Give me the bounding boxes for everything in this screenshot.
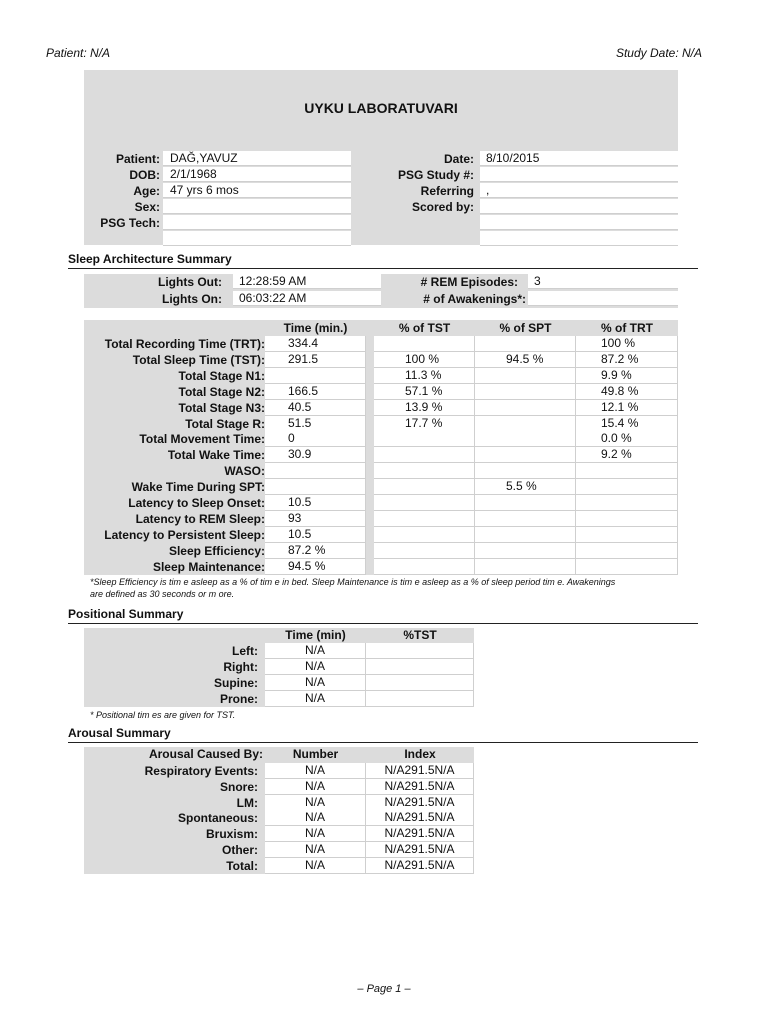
- arousal-row: [84, 779, 474, 795]
- architecture-cell: 93: [265, 511, 366, 527]
- positional-cell: N/A: [265, 691, 366, 707]
- arousal-row: [84, 858, 474, 874]
- study-field-value: ,: [480, 183, 678, 198]
- architecture-row: [84, 479, 678, 495]
- architecture-cell: 0: [265, 431, 366, 447]
- architecture-row: [84, 495, 678, 511]
- architecture-cell: [374, 511, 475, 527]
- architecture-row-label: WASO:: [224, 464, 265, 479]
- section-arousal: Arousal Summary: [68, 726, 698, 743]
- rem-episodes-value: 3: [528, 274, 678, 289]
- architecture-cell: 166.5: [265, 384, 366, 400]
- patient-info-panel: [84, 70, 678, 245]
- lights-out-label: Lights Out:: [158, 275, 222, 289]
- arousal-row-label: Other:: [222, 843, 258, 857]
- architecture-row-label: Wake Time During SPT:: [131, 480, 265, 495]
- architecture-column-header: Time (min.): [283, 321, 348, 335]
- architecture-cell: [475, 368, 576, 384]
- architecture-cell: 51.5: [265, 416, 366, 432]
- architecture-cell: 40.5: [265, 400, 366, 416]
- arousal-row-label: Bruxism:: [205, 827, 258, 842]
- arousal-column-header: Index: [404, 747, 436, 761]
- patient-info-row: [84, 199, 678, 215]
- lights-panel: [84, 274, 678, 308]
- architecture-row: [84, 352, 678, 368]
- positional-cell: [366, 643, 474, 659]
- architecture-row-label: Total Stage N3:: [178, 400, 265, 415]
- arousal-cell: N/A: [265, 779, 366, 795]
- arousal-row-label: LM:: [236, 795, 258, 810]
- architecture-cell: [374, 479, 475, 495]
- architecture-cell: [475, 400, 576, 416]
- patient-field-value: [163, 199, 351, 214]
- architecture-row-label: Total Stage N2:: [178, 384, 265, 399]
- architecture-cell: [475, 559, 576, 575]
- architecture-cell: 49.8 %: [576, 384, 678, 400]
- positional-row: [84, 675, 474, 691]
- arousal-cell: N/A: [265, 763, 366, 779]
- architecture-cell: [475, 511, 576, 527]
- arousal-cell: N/A: [265, 795, 366, 811]
- architecture-row-label: Total Recording Time (TRT):: [104, 337, 265, 351]
- architecture-cell: [576, 527, 678, 543]
- architecture-cell: 0.0 %: [576, 431, 678, 447]
- architecture-cell: [265, 479, 366, 495]
- patient-field-label: DOB:: [129, 168, 160, 182]
- study-field-value: [480, 167, 678, 182]
- arousal-cell: N/A291.5N/A: [366, 795, 474, 811]
- positional-cell: [366, 691, 474, 707]
- positional-footnote: * Positional tim es are given for TST.: [90, 710, 236, 720]
- patient-field-label: Patient:: [115, 152, 160, 166]
- arousal-cell: N/A291.5N/A: [366, 779, 474, 795]
- study-field-label: PSG Study #:: [397, 168, 474, 182]
- patient-field-label: Sex:: [134, 200, 160, 214]
- architecture-cell: [475, 447, 576, 463]
- rem-episodes-label: # REM Episodes:: [420, 275, 518, 289]
- architecture-cell: [374, 463, 475, 479]
- lights-out-value: 12:28:59 AM: [233, 274, 381, 289]
- lab-title: UYKU LABORATUVARI: [304, 100, 458, 116]
- architecture-cell: 57.1 %: [374, 384, 475, 400]
- architecture-footnote-line2: are defined as 30 seconds or m ore.: [90, 589, 235, 599]
- architecture-cell: [576, 559, 678, 575]
- architecture-row: [84, 368, 678, 384]
- header-patient: Patient: N/A: [46, 46, 111, 60]
- architecture-column-header: % of TRT: [601, 321, 653, 335]
- arousal-cell: N/A291.5N/A: [366, 763, 474, 779]
- architecture-cell: [374, 336, 475, 352]
- arousal-row-label: Total:: [226, 858, 258, 873]
- architecture-cell: 12.1 %: [576, 400, 678, 416]
- architecture-cell: 100 %: [374, 352, 475, 368]
- architecture-row-label: Total Stage N1:: [178, 368, 265, 383]
- architecture-row: [84, 511, 678, 527]
- architecture-row-label: Sleep Efficiency:: [168, 543, 265, 558]
- architecture-cell: [475, 463, 576, 479]
- arousal-row: [84, 795, 474, 811]
- arousal-row: [84, 842, 474, 858]
- architecture-row-label: Total Stage R:: [185, 416, 265, 431]
- arousal-row: [84, 826, 474, 842]
- positional-row-label: Right:: [223, 660, 258, 674]
- architecture-cell: 94.5 %: [475, 352, 576, 368]
- section-sleep-architecture: Sleep Architecture Summary: [68, 252, 698, 269]
- architecture-cell: 94.5 %: [265, 559, 366, 575]
- sleep-architecture-table: [84, 320, 678, 575]
- architecture-row: [84, 416, 678, 432]
- architecture-row: [84, 463, 678, 479]
- architecture-row: [84, 527, 678, 543]
- architecture-row: [84, 447, 678, 463]
- architecture-cell: 11.3 %: [374, 368, 475, 384]
- arousal-cell: N/A291.5N/A: [366, 842, 474, 858]
- positional-cell: N/A: [265, 675, 366, 691]
- positional-column-header: Time (min): [285, 628, 346, 642]
- arousal-row: [84, 763, 474, 779]
- page-number: – Page 1 –: [357, 983, 411, 995]
- patient-field-value: [163, 231, 351, 246]
- architecture-cell: 100 %: [576, 336, 678, 352]
- patient-field-value: DAĞ,YAVUZ: [163, 151, 351, 166]
- arousal-row-label: Respiratory Events:: [144, 764, 258, 778]
- positional-row: [84, 643, 474, 659]
- architecture-cell: [475, 495, 576, 511]
- architecture-cell: 9.2 %: [576, 447, 678, 463]
- study-field-value: [480, 215, 678, 230]
- arousal-cell: N/A291.5N/A: [366, 826, 474, 842]
- architecture-cell: [576, 495, 678, 511]
- architecture-row: [84, 543, 678, 559]
- architecture-cell: [374, 559, 475, 575]
- architecture-cell: [265, 463, 366, 479]
- positional-cell: N/A: [265, 643, 366, 659]
- architecture-row-label: Total Movement Time:: [139, 432, 265, 447]
- architecture-cell: [576, 479, 678, 495]
- architecture-row-label: Sleep Maintenance:: [152, 559, 265, 574]
- architecture-cell: [374, 495, 475, 511]
- patient-field-value: 47 yrs 6 mos: [163, 183, 351, 198]
- architecture-cell: [475, 527, 576, 543]
- architecture-cell: [374, 431, 475, 447]
- architecture-row: [84, 431, 678, 447]
- architecture-cell: 334.4: [265, 336, 366, 352]
- architecture-cell: 30.9: [265, 447, 366, 463]
- arousal-cell: N/A291.5N/A: [366, 858, 474, 874]
- architecture-cell: [576, 543, 678, 559]
- header-study-date: Study Date: N/A: [615, 46, 702, 60]
- architecture-row-label: Latency to Persistent Sleep:: [104, 527, 265, 542]
- patient-info-row: [84, 183, 678, 199]
- patient-info-row: [84, 231, 678, 247]
- patient-field-value: 2/1/1968: [163, 167, 351, 182]
- study-field-label: Scored by:: [411, 200, 474, 214]
- architecture-row-label: Latency to REM Sleep:: [135, 511, 265, 526]
- positional-row: [84, 659, 474, 675]
- awakenings-label: # of Awakenings*:: [423, 292, 526, 306]
- architecture-cell: [576, 511, 678, 527]
- architecture-cell: [475, 416, 576, 432]
- architecture-row: [84, 336, 678, 352]
- architecture-column-header: % of SPT: [499, 321, 552, 335]
- study-field-value: 8/10/2015: [480, 151, 678, 166]
- architecture-cell: [475, 543, 576, 559]
- lights-on-value: 06:03:22 AM: [233, 291, 381, 306]
- architecture-cell: [475, 336, 576, 352]
- positional-column-header: %TST: [403, 628, 437, 642]
- architecture-cell: 13.9 %: [374, 400, 475, 416]
- architecture-row-label: Latency to Sleep Onset:: [128, 496, 265, 510]
- architecture-row-label: Total Wake Time:: [167, 448, 265, 463]
- architecture-cell: [475, 384, 576, 400]
- architecture-cell: 9.9 %: [576, 368, 678, 384]
- study-field-label: Referring: [420, 184, 474, 198]
- architecture-cell: [374, 543, 475, 559]
- architecture-cell: 10.5: [265, 527, 366, 543]
- architecture-cell: [265, 368, 366, 384]
- arousal-cell: N/A291.5N/A: [366, 810, 474, 826]
- positional-row: [84, 691, 474, 707]
- positional-cell: [366, 675, 474, 691]
- architecture-row: [84, 400, 678, 416]
- arousal-row: [84, 810, 474, 826]
- architecture-row: [84, 559, 678, 575]
- architecture-cell: [374, 527, 475, 543]
- positional-cell: N/A: [265, 659, 366, 675]
- architecture-column-header: % of TST: [398, 321, 451, 335]
- architecture-cell: [475, 431, 576, 447]
- architecture-cell: 87.2 %: [265, 543, 366, 559]
- arousal-row-label: Snore:: [219, 779, 258, 794]
- positional-table: [84, 628, 474, 707]
- architecture-cell: [374, 447, 475, 463]
- arousal-cell: N/A: [265, 826, 366, 842]
- architecture-cell: [576, 463, 678, 479]
- positional-row-label: Left:: [232, 644, 258, 658]
- arousal-cell: N/A: [265, 810, 366, 826]
- architecture-row: [84, 384, 678, 400]
- patient-field-label: Age:: [133, 184, 160, 198]
- section-positional: Positional Summary: [68, 607, 698, 624]
- architecture-cell: 10.5: [265, 495, 366, 511]
- lights-on-label: Lights On:: [162, 292, 222, 306]
- patient-field-label: PSG Tech:: [100, 216, 160, 230]
- positional-cell: [366, 659, 474, 675]
- architecture-cell: 87.2 %: [576, 352, 678, 368]
- arousal-cell: N/A: [265, 842, 366, 858]
- architecture-cell: 5.5 %: [475, 479, 576, 495]
- architecture-row-label: Total Sleep Time (TST):: [132, 352, 265, 367]
- architecture-cell: 17.7 %: [374, 416, 475, 432]
- patient-info-row: [84, 215, 678, 231]
- architecture-cell: 15.4 %: [576, 416, 678, 432]
- arousal-caused-by-label: Arousal Caused By:: [148, 747, 263, 761]
- study-field-value: [480, 231, 678, 246]
- positional-row-label: Prone:: [219, 692, 258, 706]
- arousal-row-label: Spontaneous:: [178, 811, 258, 826]
- study-field-value: [480, 199, 678, 214]
- architecture-footnote-line1: *Sleep Efficiency is tim e asleep as a % of tim e in bed. Sleep Maintenance is tim e asleep as a % of sleep period tim e. Awakenings: [90, 577, 616, 587]
- arousal-table: [84, 747, 474, 874]
- patient-info-row: [84, 151, 678, 167]
- arousal-cell: N/A: [265, 858, 366, 874]
- architecture-cell: 291.5: [265, 352, 366, 368]
- patient-field-value: [163, 215, 351, 230]
- awakenings-value: [528, 291, 678, 306]
- positional-row-label: Supine:: [214, 676, 258, 690]
- study-field-label: Date:: [443, 152, 474, 166]
- patient-info-row: [84, 167, 678, 183]
- arousal-column-header: Number: [292, 747, 339, 761]
